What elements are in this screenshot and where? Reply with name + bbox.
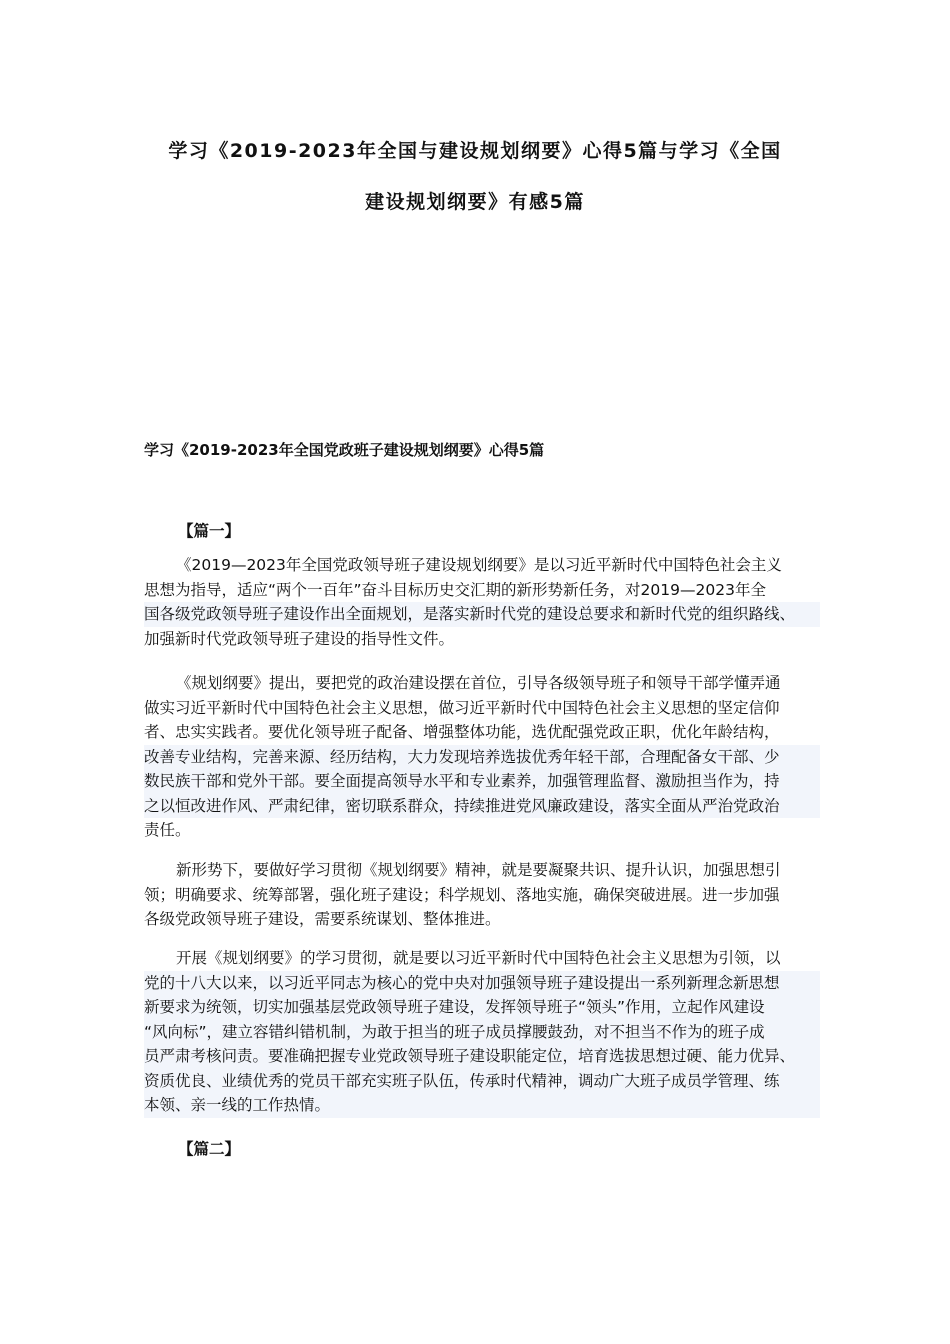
- paragraph-1: [144, 553, 820, 651]
- paragraph-line: 之以恒改进作风、严肃纪律，密切联系群众，持续推进党风廉政建设，落实全面从严治党政治: [144, 794, 820, 819]
- paragraph-line: 资质优良、业绩优秀的党员干部充实班子队伍，传承时代精神，调动广大班子成员学管理、练: [144, 1069, 820, 1094]
- paragraph-line: 本领、亲一线的工作热情。: [144, 1093, 820, 1118]
- paragraph-line: 责任。: [144, 821, 191, 839]
- paragraph-line: 领；明确要求、统筹部署，强化班子建设；科学规划、落地实施，确保突破进展。进一步加强: [144, 885, 780, 904]
- paragraph-line: 开展《规划纲要》的学习贯彻，就是要以习近平新时代中国特色社会主义思想为引领，以: [176, 949, 781, 967]
- paragraph-line: 改善专业结构，完善来源、经历结构，大力发现培养选拔优秀年轻干部，合理配备女干部、少: [144, 745, 820, 770]
- paragraph-line: 党的十八大以来，以习近平同志为核心的党中央对加强领导班子建设提出一系列新理念新思想: [144, 971, 820, 996]
- document-title-line-2: 建设规划纲要》有感5篇: [365, 191, 585, 213]
- paragraph-line: 各级党政领导班子建设，需要系统谋划、整体推进。: [144, 910, 501, 928]
- paragraph-line: 《2019—2023年全国党政领导班子建设规划纲要》是以习近平新时代中国特色社会主义: [176, 556, 782, 574]
- section-label-part-1: 【篇一】: [178, 522, 241, 540]
- paragraph-line: 新要求为统领，切实加强基层党政领导班子建设，发挥领导班子“领头”作用，立起作风建设: [144, 995, 820, 1020]
- paragraph-4: [144, 946, 820, 1118]
- paragraph-line: 数民族干部和党外干部。要全面提高领导水平和专业素养，加强管理监督、激励担当作为，持: [144, 769, 820, 794]
- section-label-part-2: 【篇二】: [178, 1140, 241, 1158]
- section-heading: 学习《2019-2023年全国党政班子建设规划纲要》心得5篇: [144, 441, 545, 459]
- paragraph-line: 员严肃考核问责。要准确把握专业党政领导班子建设职能定位，培育选拔思想过硬、能力优异、: [144, 1044, 820, 1069]
- paragraph-line: 做实习近平新时代中国特色社会主义思想，做习近平新时代中国特色社会主义思想的坚定信仰: [144, 698, 780, 717]
- paragraph-line: 国各级党政领导班子建设作出全面规划，是落实新时代党的建设总要求和新时代党的组织路线、: [144, 602, 820, 627]
- paragraph-2: [144, 671, 820, 843]
- paragraph-line: 新形势下，要做好学习贯彻《规划纲要》精神，就是要凝聚共识、提升认识，加强思想引: [176, 861, 781, 879]
- paragraph-line: 者、忠实实践者。要优化领导班子配备、增强整体功能，选优配强党政正职，优化年龄结构，: [144, 723, 780, 741]
- paragraph-line: “风向标”，建立容错纠错机制，为敢于担当的班子成员撑腰鼓劲，对不担当不作为的班子成: [144, 1020, 820, 1045]
- paragraph-line: 思想为指导，适应“两个一百年”奋斗目标历史交汇期的新形势新任务，对2019—2023年全: [144, 580, 766, 599]
- paragraph-line: 加强新时代党政领导班子建设的指导性文件。: [144, 629, 455, 648]
- paragraph-line: 《规划纲要》提出，要把党的政治建设摆在首位，引导各级领导班子和领导干部学懂弄通: [176, 674, 781, 692]
- paragraph-3: [144, 858, 820, 932]
- document-title-line-1: 学习《2019-2023年全国与建设规划纲要》心得5篇与学习《全国: [168, 140, 782, 162]
